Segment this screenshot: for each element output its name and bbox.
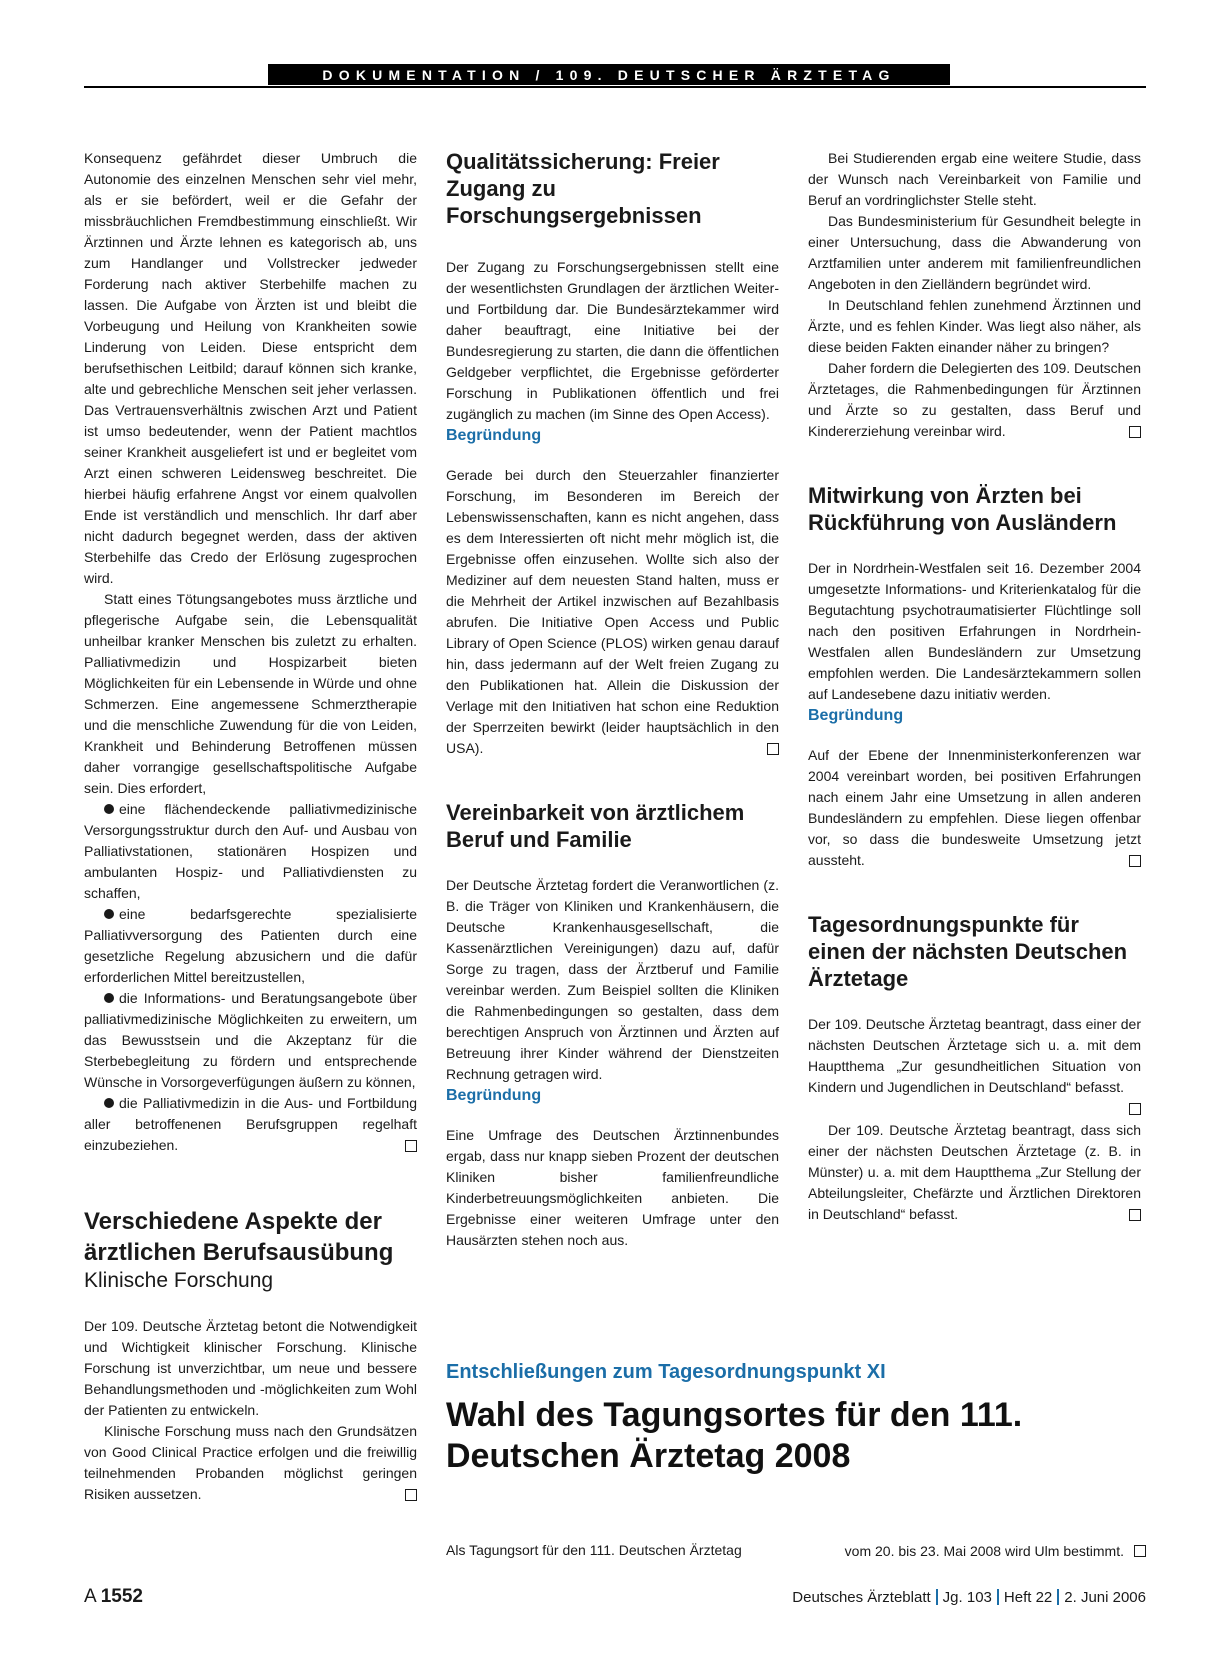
- journal-date: 2. Juni 2006: [1064, 1588, 1146, 1606]
- column-middle: [446, 148, 779, 1251]
- resolution-kicker: Entschließungen zum Tagesordnungspunkt XI: [446, 1361, 886, 1383]
- separator: [1057, 1589, 1059, 1605]
- paragraph: Der in Nordrhein-Westfalen seit 16. Dezember 2004 umgesetzte Informations- und Kriterienkatalog für die Begutachtung psychotraumatisierter Flüchtlinge soll nach den positiven Erfahrungen in Nordrhein-Westfalen allen Bundesländern zur Umsetzung empfohlen werden. Die Landesärztekammern sollen auf Landesebene dazu initiativ werden.: [808, 560, 1141, 702]
- paragraph: In Deutschland fehlen zunehmend Ärztinnen und Ärzte, und es fehlen Kinder. Was liegt also näher, als diese beiden Fakten einander näher zu bringen?: [808, 297, 1141, 355]
- resolution-title: Wahl des Tagungsortes für den 111. Deutschen Ärztetag 2008: [446, 1396, 1023, 1475]
- journal-info: [792, 1589, 1146, 1606]
- page-footer: [84, 1586, 1146, 1608]
- paragraph: Auf der Ebene der Innenministerkonferenzen war 2004 vereinbart worden, bei positiven Erfahrungen nach einem Jahr eine Umsetzung in allen anderen Bundesländern zu empfehlen. Diese liegen offenbar vor, so dass die bundesweite Umsetzung jetzt aussteht.: [808, 747, 1141, 868]
- resolution-text: [446, 1540, 1146, 1561]
- paragraph: Das Bundesministerium für Gesundheit belegte in einer Untersuchung, dass die Abwanderung von Arztfamilien unter anderem mit familienfreundlichen Angeboten in den Zielländern begründet wird.: [808, 213, 1141, 292]
- bullet-icon: [104, 993, 114, 1003]
- begruendung-heading: Begründung: [446, 427, 542, 444]
- begruendung-heading: Begründung: [446, 1087, 542, 1104]
- bullet-icon: [104, 1098, 114, 1108]
- list-item: eine bedarfsgerechte spezialisierte Palliativversorgung des Patienten durch eine gesetzliche Regelung abzusichern und die dafür erforderlichen Mittel bereitzustellen,: [84, 906, 417, 985]
- section-heading: Verschiedene Aspekte der ärztlichen Berufsausübung: [84, 1208, 394, 1266]
- paragraph: Gerade bei durch den Steuerzahler finanzierter Forschung, im Besonderen im Bereich der Lebenswissenschaften, kann es nicht angehen, dass es dem Interessierten oft nicht mehr möglich ist, die Ergebnisse offen einzusehen. Wollte sich also der Mediziner auf dem neuesten Stand halten, muss er die Mehrheit der Artikel inzwischen auf Bezahlbasis abrufen. Die Initiative Open Access und Public Library of Open Science (PLOS) wirken genau darauf hin, dass jedermann auf der Welt freien Zugang zu den Publikationen hat. Allein die Diskussion der Verlage mit den Initiativen hat schon eine Reduktion der Sperrzeiten bewirkt (leider hauptsächlich in den USA).: [446, 467, 779, 756]
- end-mark-icon: [767, 743, 779, 755]
- journal-issue: Heft 22: [1003, 1588, 1053, 1606]
- end-mark-icon: [1129, 426, 1141, 438]
- resolution-text-left: Als Tagungsort für den 111. Deutschen Ärztetag: [446, 1542, 742, 1558]
- page-number: A 1552: [84, 1586, 143, 1607]
- section-heading: Vereinbarkeit von ärztlichem Beruf und Familie: [446, 800, 745, 852]
- paragraph: Daher fordern die Delegierten des 109. Deutschen Ärztetages, die Rahmenbedingungen für Ärztinnen und Ärzte so zu gestalten, dass Beruf und Kindererziehung vereinbar wird.: [808, 360, 1141, 439]
- resolution-section: [446, 1359, 1146, 1477]
- subsection-heading: Klinische Forschung: [84, 1269, 274, 1292]
- paragraph: Der 109. Deutsche Ärztetag beantragt, dass sich einer der nächsten Deutschen Ärztetage (z. B. in Münster) u. a. mit dem Hauptthema „Zur Stellung der Abteilungsleiter, Chefärzte und Ärztlichen Direktoren in Deutschland“ befasst.: [808, 1122, 1141, 1222]
- paragraph: Eine Umfrage des Deutschen Ärztinnenbundes ergab, dass nur knapp sieben Prozent der deutschen Kliniken bisher familienfreundliche Kinderbetreuungsmöglichkeiten anbieten. Die Ergebnisse einer weiteren Umfrage unter den Hausärzten stehen noch aus.: [446, 1127, 779, 1248]
- journal-name: Deutsches Ärzteblatt: [792, 1588, 931, 1606]
- list-item: eine flächendeckende palliativmedizinische Versorgungsstruktur durch den Auf- und Ausbau von Palliativstationen, stationären Hospizen und ambulanten Hospiz- und Palliativdiensten zu schaffen,: [84, 801, 417, 901]
- list-item: die Palliativmedizin in die Aus- und Fortbildung aller betroffenenen Berufsgruppen regelhaft einzubeziehen.: [84, 1095, 417, 1153]
- end-mark-icon: [405, 1140, 417, 1152]
- end-mark-icon: [1129, 1103, 1141, 1115]
- paragraph: Der 109. Deutsche Ärztetag beantragt, dass einer der nächsten Deutschen Ärztetage sich u. a. mit dem Hauptthema „Zur gesundheitlichen Situation von Kindern und Jugendlichen in Deutschland“ befasst.: [808, 1014, 1141, 1098]
- section-heading: Qualitätssicherung: Freier Zugang zu Forschungsergebnissen: [446, 149, 720, 228]
- resolution-text-right: vom 20. bis 23. Mai 2008 wird Ulm bestimmt.: [845, 1540, 1146, 1561]
- section-heading: Tagesordnungspunkte für einen der nächsten Deutschen Ärztetage: [808, 912, 1128, 991]
- paragraph: Klinische Forschung muss nach den Grundsätzen von Good Clinical Practice erfolgen und die freiwillig teilnehmenden Probanden möglichst geringen Risiken aussetzen.: [84, 1423, 417, 1502]
- end-mark-icon: [1129, 855, 1141, 867]
- end-mark-icon: [405, 1489, 417, 1501]
- bullet-icon: [104, 909, 114, 919]
- separator: [936, 1589, 938, 1605]
- paragraph: Der Zugang zu Forschungsergebnissen stellt eine der wesentlichsten Grundlagen der ärztlichen Weiter- und Fortbildung dar. Die Bundesärztekammer wird daher beauftragt, eine Initiative bei der Bundesregierung zu starten, die dann die öffentlichen Geldgeber verpflichtet, die Ergebnisse geförderter Forschung in Publikationen öffentlich und frei zugänglich zu machen (im Sinne des Open Access).: [446, 259, 779, 422]
- paragraph: Der 109. Deutsche Ärztetag betont die Notwendigkeit und Wichtigkeit klinischer Forschung. Klinische Forschung ist unverzichtbar, um neue und bessere Behandlungsmethoden und -möglichkeiten zum Wohl der Patienten zu entwickeln.: [84, 1318, 417, 1418]
- end-mark-icon: [1129, 1209, 1141, 1221]
- column-left: [84, 148, 417, 1505]
- end-mark-icon: [1134, 1545, 1146, 1557]
- section-banner: DOKUMENTATION / 109. DEUTSCHER ÄRZTETAG: [268, 64, 950, 85]
- paragraph: Statt eines Tötungsangebotes muss ärztliche und pflegerische Aufgabe sein, die Lebensqualität unheilbar kranker Menschen bis zuletzt zu erhalten. Palliativmedizin und Hospizarbeit bieten Möglichkeiten für ein Lebensende in Würde und ohne Schmerzen. Eine angemessene Schmerztherapie und die menschliche Zuwendung für die von Leiden, Krankheit und Behinderung Betroffenen müssen daher vorrangige gesellschaftspolitische Aufgabe sein. Dies erfordert,: [84, 591, 417, 796]
- separator: [997, 1589, 999, 1605]
- bullet-icon: [104, 804, 114, 814]
- begruendung-heading: Begründung: [808, 707, 904, 724]
- section-heading: Mitwirkung von Ärzten bei Rückführung von Ausländern: [808, 483, 1117, 535]
- header-rule: [84, 86, 1146, 88]
- journal-volume: Jg. 103: [942, 1588, 992, 1606]
- list-item: die Informations- und Beratungsangebote über palliativmedizinische Möglichkeiten zu erweitern, um das Bewusstsein und die Akzeptanz für die Sterbebegleitung zu fördern und entsprechende Wünsche in Vorsorgeverfügungen äußern zu können,: [84, 990, 417, 1090]
- paragraph: Der Deutsche Ärztetag fordert die Veranwortlichen (z. B. die Träger von Kliniken und Krankenhäusern, die Deutsche Krankenhausgesellschaft, die Kassenärztlichen Vereinigungen) dazu auf, dafür Sorge zu tragen, dass der Ärztberuf und Familie vereinbar werden. Zum Beispiel sollten die Kliniken die Rahmenbedingungen so gestalten, dass dem berechtigen Anspruch von Ärztinnen und Ärzten auf Betreuung ihrer Kinder während der Dienstzeiten Rechnung getragen wird.: [446, 877, 779, 1082]
- column-right: [808, 148, 1141, 1225]
- paragraph: Konsequenz gefährdet dieser Umbruch die Autonomie des einzelnen Menschen sehr viel mehr, als er sie befördert, weil er die Gefahr der missbräuchlichen Fremdbestimmung einschließt. Wir Ärztinnen und Ärzte lehnen es kategorisch ab, uns zum Handlanger und Vollstrecker jedweder Forderung nach aktiver Sterbehilfe machen zu lassen. Die Aufgabe von Ärzten ist und bleibt die Vorbeugung und Heilung von Krankheiten sowie Linderung von Leiden. Diese entspricht dem berufsethischen Leitbild; darauf können sich kranke, alte und gebrechliche Menschen seit jeher verlassen. Das Vertrauensverhältnis zwischen Arzt und Patient ist umso bedeutender, wenn der Patient machtlos seiner Krankheit ausgeliefert ist und er begleitet vom Arzt einen schweren Leidensweg beschreitet. Die hierbei häufig erfahrene Angst vor einem qualvollen Ende ist verständlich und menschlich. Ihr darf aber nicht dadurch begegnet werden, dass der aktiven Sterbehilfe das Credo der Erlösung zugesprochen wird.: [84, 150, 417, 586]
- paragraph: Bei Studierenden ergab eine weitere Studie, dass der Wunsch nach Vereinbarkeit von Familie und Beruf an vordringlichster Stelle steht.: [808, 150, 1141, 208]
